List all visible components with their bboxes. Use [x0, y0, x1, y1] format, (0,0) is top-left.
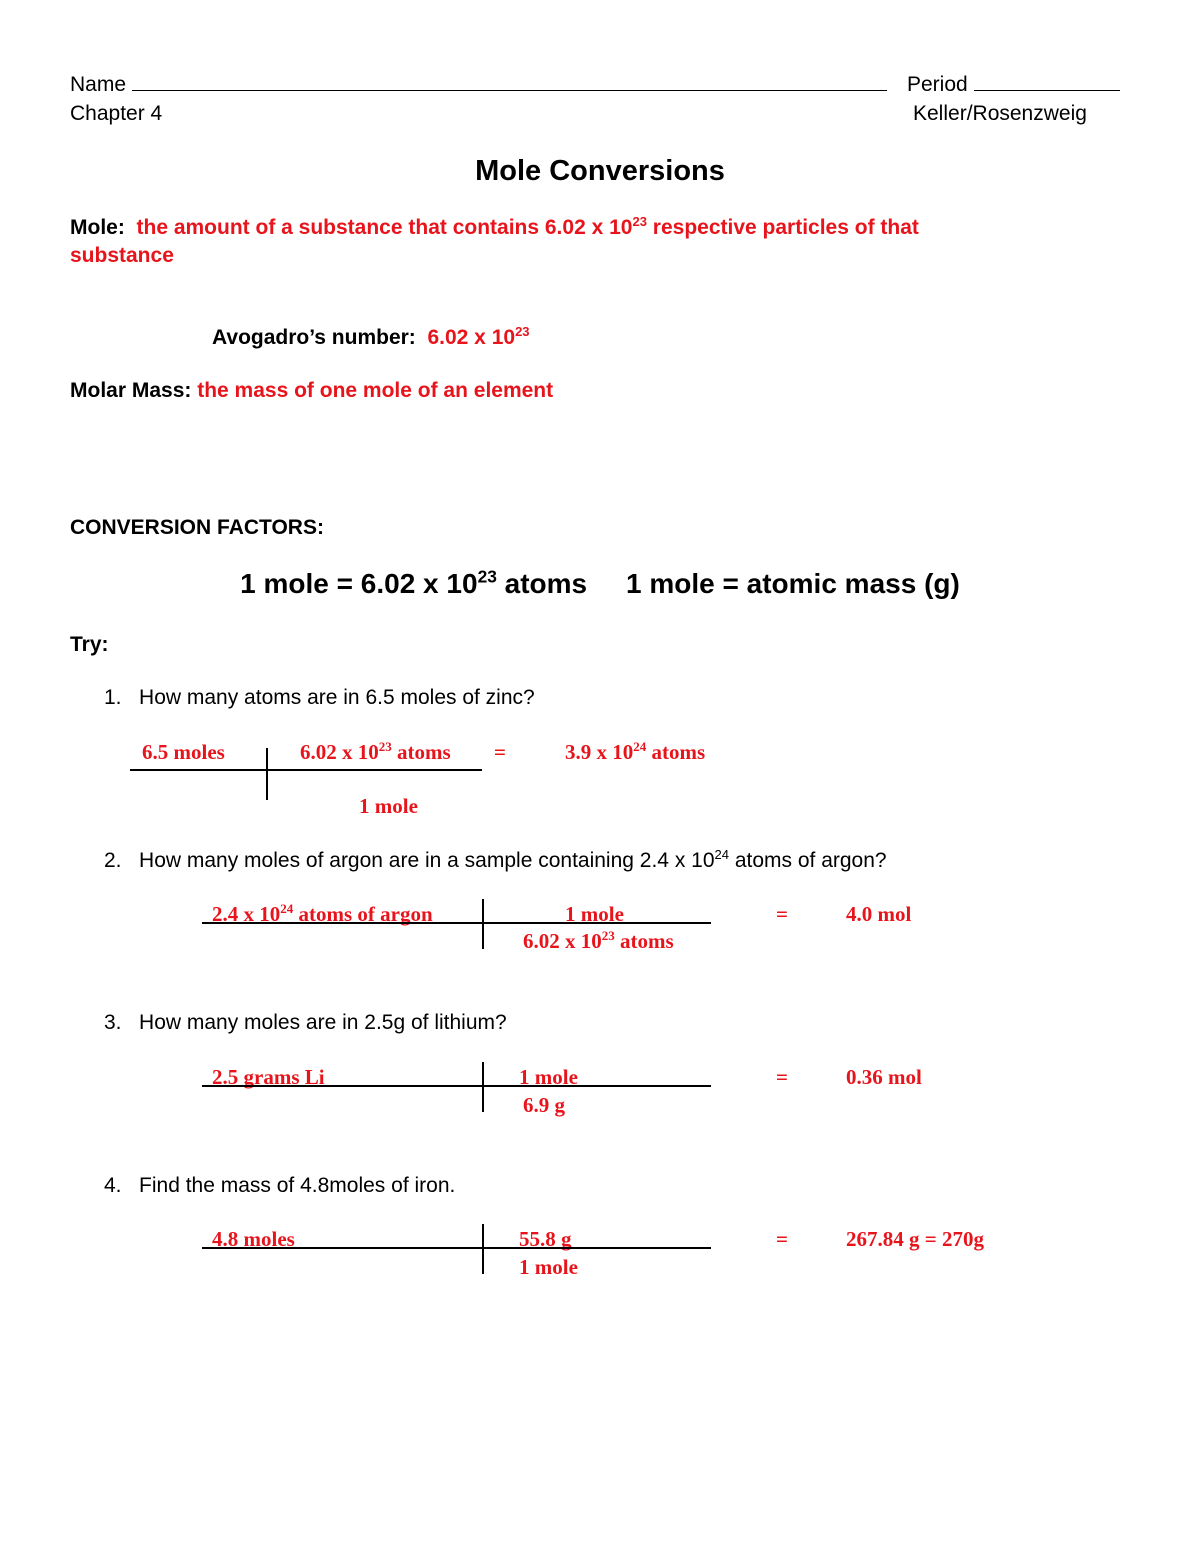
- problem-1-fraction-line: [130, 769, 482, 771]
- problem-4-given: 4.8 moles: [212, 1227, 295, 1251]
- p1-num-exp: 23: [378, 739, 392, 754]
- problem-3-denominator: 6.9 g: [523, 1093, 565, 1117]
- problem-2-text: [139, 849, 887, 872]
- problem-1-question: [104, 686, 535, 710]
- factor-1: [240, 568, 587, 599]
- molar-def: the mass of one mole of an element: [197, 379, 554, 402]
- problem-2-fraction-line: [202, 922, 711, 924]
- p2-den-exp: 23: [601, 928, 615, 943]
- avogadro-value-base: 6.02 x 10: [427, 326, 516, 349]
- mole-def-b: respective particles of that: [646, 216, 919, 239]
- problem-2-equals: =: [776, 902, 788, 926]
- problem-4-question: [104, 1174, 455, 1198]
- p2-given-a: 2.4 x 10: [212, 902, 281, 926]
- problem-3-answer: 0.36 mol: [846, 1065, 922, 1089]
- avogadro-value-exp: 23: [515, 324, 530, 339]
- problem-1-numerator: [300, 740, 451, 765]
- problem-1-equals: =: [494, 740, 506, 764]
- mole-def-text: [137, 216, 919, 239]
- problem-1-divider: [266, 748, 268, 800]
- problem-4-number: 4.: [104, 1174, 122, 1197]
- p2-given-exp: 24: [280, 901, 294, 916]
- name-line: [70, 72, 887, 97]
- p1-ans-b: atoms: [646, 740, 706, 764]
- problem-3-numerator: 1 mole: [519, 1065, 578, 1089]
- p2-den-a: 6.02 x 10: [523, 929, 602, 953]
- chapter-label: Chapter 4: [70, 102, 163, 125]
- problem-1-answer: [565, 740, 705, 765]
- factor-1-exp: 23: [477, 566, 497, 587]
- problem-2-answer: 4.0 mol: [846, 902, 912, 926]
- problem-1-denominator: 1 mole: [359, 794, 418, 818]
- problem-3-number: 3.: [104, 1011, 122, 1034]
- avogadro-value: [427, 326, 529, 349]
- problem-3-divider: [482, 1062, 484, 1112]
- p1-ans-a: 3.9 x 10: [565, 740, 634, 764]
- p2-q-a: How many moles of argon are in a sample containing 2.4 x 10: [139, 849, 715, 872]
- problem-1-number: 1.: [104, 686, 122, 709]
- problem-2-divider: [482, 899, 484, 949]
- mole-term: Mole:: [70, 216, 125, 239]
- problem-4-answer: 267.84 g = 270g: [846, 1227, 984, 1251]
- p1-num-a: 6.02 x 10: [300, 740, 379, 764]
- name-label: Name: [70, 73, 127, 96]
- problem-3-equals: =: [776, 1065, 788, 1089]
- problem-3-text: How many moles are in 2.5g of lithium?: [139, 1011, 507, 1034]
- mole-def-a: the amount of a substance that contains 6.02 x 10: [136, 216, 633, 239]
- problem-4-equals: =: [776, 1227, 788, 1251]
- conversion-factors: [0, 568, 1200, 600]
- molar-mass-definition: [70, 379, 553, 403]
- molar-term: Molar Mass:: [70, 379, 192, 402]
- problem-3-given: 2.5 grams Li: [212, 1065, 325, 1089]
- avogadro-term: Avogadro’s number:: [212, 326, 416, 349]
- p2-den-b: atoms: [614, 929, 674, 953]
- problem-4-text: Find the mass of 4.8moles of iron.: [139, 1174, 456, 1197]
- try-label: Try:: [70, 633, 109, 656]
- problem-1-given: 6.5 moles: [142, 740, 225, 764]
- problem-4-fraction-line: [202, 1247, 711, 1249]
- problem-4-divider: [482, 1224, 484, 1274]
- problem-3-fraction-line: [202, 1085, 711, 1087]
- page-title: Mole Conversions: [475, 155, 725, 187]
- problem-4-numerator: 55.8 g: [519, 1227, 572, 1251]
- factor-1-b: atoms: [496, 568, 588, 599]
- period-label: Period: [907, 73, 968, 96]
- mole-def-c: substance: [70, 244, 174, 267]
- mole-definition: [70, 216, 919, 240]
- problem-3-question: [104, 1011, 507, 1035]
- factor-2: 1 mole = atomic mass (g): [626, 568, 960, 599]
- p2-q-b: atoms of argon?: [729, 849, 887, 872]
- problem-4-denominator: 1 mole: [519, 1255, 578, 1279]
- period-line: [907, 72, 1120, 97]
- avogadro-definition: [212, 326, 530, 350]
- period-blank[interactable]: [974, 72, 1120, 91]
- p1-num-b: atoms: [391, 740, 451, 764]
- problem-1-text: How many atoms are in 6.5 moles of zinc?: [139, 686, 535, 709]
- mole-def-exp: 23: [632, 214, 647, 229]
- authors-label: Keller/Rosenzweig: [913, 102, 1087, 125]
- p2-q-exp: 24: [714, 847, 729, 862]
- factor-1-a: 1 mole = 6.02 x 10: [240, 568, 478, 599]
- problem-2-numerator: 1 mole: [565, 902, 624, 926]
- problem-2-number: 2.: [104, 849, 122, 872]
- problem-2-question: [104, 849, 887, 873]
- name-blank[interactable]: [132, 72, 887, 91]
- p1-ans-exp: 24: [633, 739, 647, 754]
- conversion-heading: CONVERSION FACTORS:: [70, 516, 324, 539]
- problem-2-denominator: [523, 929, 674, 954]
- p2-given-b: atoms of argon: [293, 902, 433, 926]
